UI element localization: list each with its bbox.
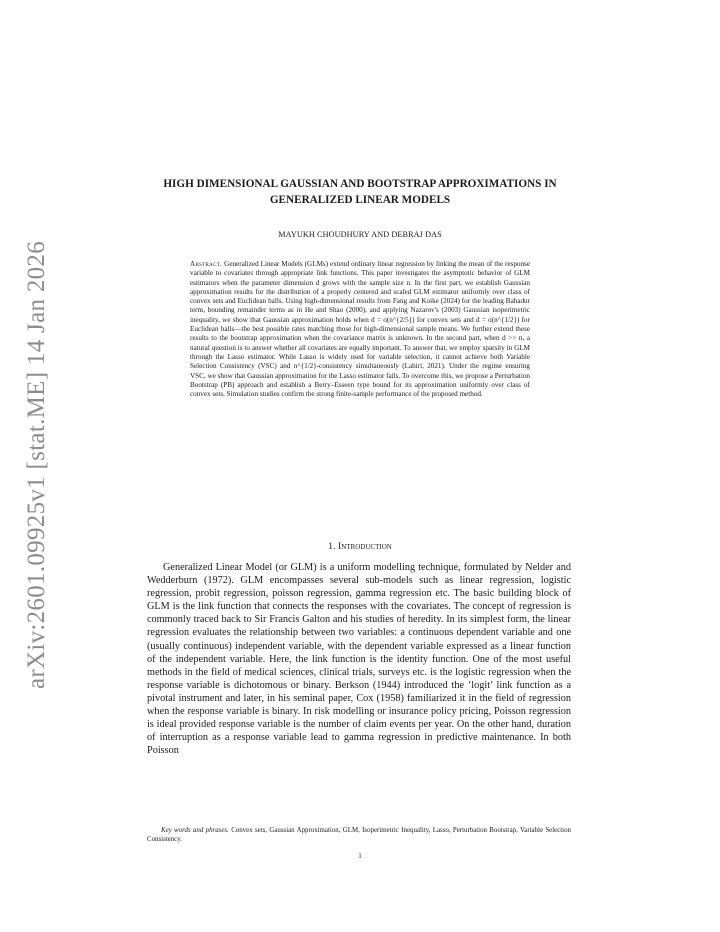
arxiv-identifier-text: arXiv:2601.09925v1 [stat.ME] 14 Jan 2026 xyxy=(23,240,50,690)
paper-title xyxy=(120,176,600,208)
section-number: 1. xyxy=(328,541,336,552)
page-number: 1 xyxy=(358,852,362,860)
abstract-text: Generalized Linear Models (GLMs) extend ordinary linear regression by linking the mean of the response variable to covariates through appropriate link functions. This paper investigates the asymptotic behavior of GLM estimators when the parameter dimension d grows with the sample size n. In the first part, we establish Gaussian approximation results for the distribution of a properly centered and scaled GLM estimator uniformly over class of convex sets and Euclidean balls. Using high-dimensional results from Fang and Koike (2024) for the leading Bahadur term, bounding remainder terms as in He and Shao (2000), and applying Nazarov's (2003) Gaussian isoperimetric inequality, we show that Gaussian approximation holds when d = o(n^{2/5}) for convex sets and d = o(n^{1/2}) for Euclidean balls—the best possible rates matching those for high-dimensional sample means. We further extend these results to the bootstrap approximation when the covariance matrix is unknown. In the second part, when d >> n, a natural question is to answer whether all covariates are equally important. To answer that, we employ sparsity in GLM through the Lasso estimator. While Lasso is widely used for variable selection, it cannot achieve both Variable Selection Consistency (VSC) and n^{1/2}-consistency simultaneously (Lahiri, 2021). Under the regime ensuring VSC, we show that Gaussian approximation for the Lasso estimator fails. To overcome this, we propose a Perturbation Bootstrap (PB) approach and establish a Berry–Esseen type bound for its approximation uniformly over class of convex sets. Simulation studies confirm the strong finite-sample performance of the proposed method. xyxy=(190,260,530,399)
section-title: Introduction xyxy=(337,541,392,552)
paper-title-line-1: HIGH DIMENSIONAL GAUSSIAN AND BOOTSTRAP APPROXIMATIONS IN xyxy=(163,178,557,190)
abstract-label: Abstract. xyxy=(190,260,223,268)
section-heading xyxy=(120,541,600,552)
arxiv-identifier xyxy=(17,240,57,690)
introduction-paragraph: Generalized Linear Model (or GLM) is a uniform modelling technique, formulated by Nelder and Wedderburn (1972). GLM encompasses several sub-models such as linear regression, logistic regression, probit regression, poisson regression, gamma regression etc. The basic building block of GLM is the link function that connects the responses with the covariates. The concept of regression is commonly traced back to Sir Francis Galton and his studies of heredity. In its simplest form, the linear regression evaluates the relationship between two variables: a continuous dependent variable and one (usually continuous) independent variable, with the dependent variable expressed as a linear function of the independent variable. Here, the link function is the identity function. One of the most useful methods in the field of medical sciences, clinical trials, surveys etc. is the logistic regression when the response variable is dichotomous or binary. Berkson (1944) introduced the ‘logit’ link function as a pivotal instrument and later, in his seminal paper, Cox (1958) familiarized it in the field of regression when the response variable is binary. In risk modelling or insurance policy pricing, Poisson regression is ideal provided response variable is the number of claim events per year. On the other hand, duration of interruption as a response variable lead to gamma regression in predictive maintenance. In both Poisson xyxy=(147,562,571,757)
keywords-text: Convex sets, Gaussian Approximation, GLM, Isoperimetric Inequality, Lasso, Perturbation Bootstrap, Variable Selection Consistency. xyxy=(147,827,571,843)
keywords-footnote xyxy=(147,827,571,845)
paper-title-line-2: GENERALIZED LINEAR MODELS xyxy=(269,194,451,206)
abstract xyxy=(190,260,530,399)
keywords-label: Key words and phrases. xyxy=(161,827,229,834)
paper-authors: MAYUKH CHOUDHURY AND DEBRAJ DAS xyxy=(278,230,442,239)
